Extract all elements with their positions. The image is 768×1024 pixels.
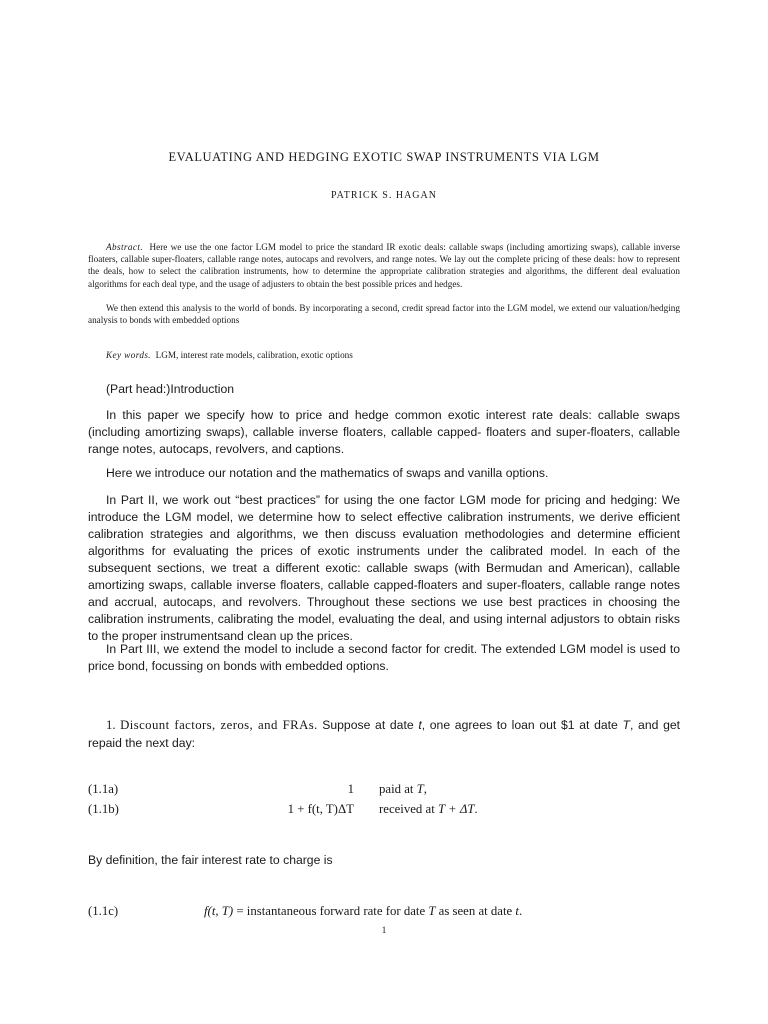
paper-title: EVALUATING AND HEDGING EXOTIC SWAP INSTRUMENTS VIA LGM <box>168 150 600 164</box>
page-number: 1 <box>381 926 387 936</box>
equation-label: (1.1a) <box>88 782 119 796</box>
intro-paragraph-1: In this paper we specify how to price and hedge common exotic interest rate deals: callable swaps (including amortizing swaps), callable inverse floaters, callable capped- floaters and super-floaters, callable range notes, autocaps, revolvers, and captions. <box>88 408 680 456</box>
equation-label: (1.1b) <box>88 802 119 816</box>
equation-rhs: received at T + ΔT. <box>379 802 478 816</box>
part-heading: (Part head:)Introduction <box>106 382 235 396</box>
section-number: 1. <box>106 718 116 732</box>
definition-text: By definition, the fair interest rate to charge is <box>88 853 333 867</box>
keywords <box>88 349 680 361</box>
intro-paragraph-2: Here we introduce our notation and the mathematics of swaps and vanilla options. <box>106 466 549 480</box>
intro-paragraph-3: In Part II, we work out “best practices” for using the one factor LGM mode for pricing and hedging: We introduce the LGM model, we determine how to select effective calibration instruments, we derive efficient calibration strategies and algorithms, we then discuss evaluation methodologies and determine efficient algorithms for evaluating the prices of exotic instruments under the calibrated model. In each of the subsequent sections, we treat a different exotic: callable swaps (with Bermudan and American), callable amortizing swaps, callable inverse floaters, callable capped-floaters and super-floaters, callable range notes and accrual, autocaps, and revolvers. Throughout these sections we use best practices in choosing the calibration instruments, calibrating the model, evaluating the deal, and using internal adjustors to obtain risks to the proper instrumentsand clean up the prices. <box>88 493 680 643</box>
equation-label: (1.1c) <box>88 904 119 918</box>
keywords-heading: Key words. <box>106 350 152 360</box>
abstract-paragraph-2: We then extend this analysis to the world of bonds. By incorporating a second, credit spread factor into the LGM model, we extend our valuation/hedging analysis to bonds with embedded options <box>88 303 680 326</box>
intro-paragraph-4: In Part III, we extend the model to include a second factor for credit. The extended LGM model is used to price bond, focussing on bonds with embedded options. <box>88 642 680 673</box>
equation-1-1a <box>88 782 680 800</box>
equation-1-1c <box>88 904 680 922</box>
abstract-text-1: Here we use the one factor LGM model to price the standard IR exotic deals: callable swaps (including amortizing swaps), callable inverse floaters, callable super-floaters, callable range notes, autocaps and revolvers, and range notes. We lay out the complete pricing of these deals: how to represent the deals, how to select the calibration instruments, how to determine the appropriate calibration strategies and algorithms, the different deal evaluation algorithms for each deal type, and the usage of adjusters to obtain the best possible prices and hedges. <box>88 242 681 289</box>
equation-body: f(t, T) = instantaneous forward rate for date T as seen at date t. <box>204 904 523 918</box>
section-1-text: Suppose at date t, one agrees to loan out $1 at date T, and get repaid the next day: <box>88 718 681 750</box>
equation-lhs: 1 + f(t, T)ΔT <box>287 802 354 816</box>
equation-lhs: 1 <box>347 782 354 796</box>
keywords-text: LGM, interest rate models, calibration, exotic options <box>155 350 353 360</box>
abstract-paragraph-1 <box>88 241 680 290</box>
section-1-heading <box>88 716 680 752</box>
equation-rhs: paid at T, <box>379 782 427 796</box>
equation-1-1b <box>88 802 680 820</box>
section-title: Discount factors, zeros, and FRAs. <box>120 718 318 732</box>
paper-author: PATRICK S. HAGAN <box>331 190 437 201</box>
abstract-heading: Abstract. <box>106 242 144 252</box>
